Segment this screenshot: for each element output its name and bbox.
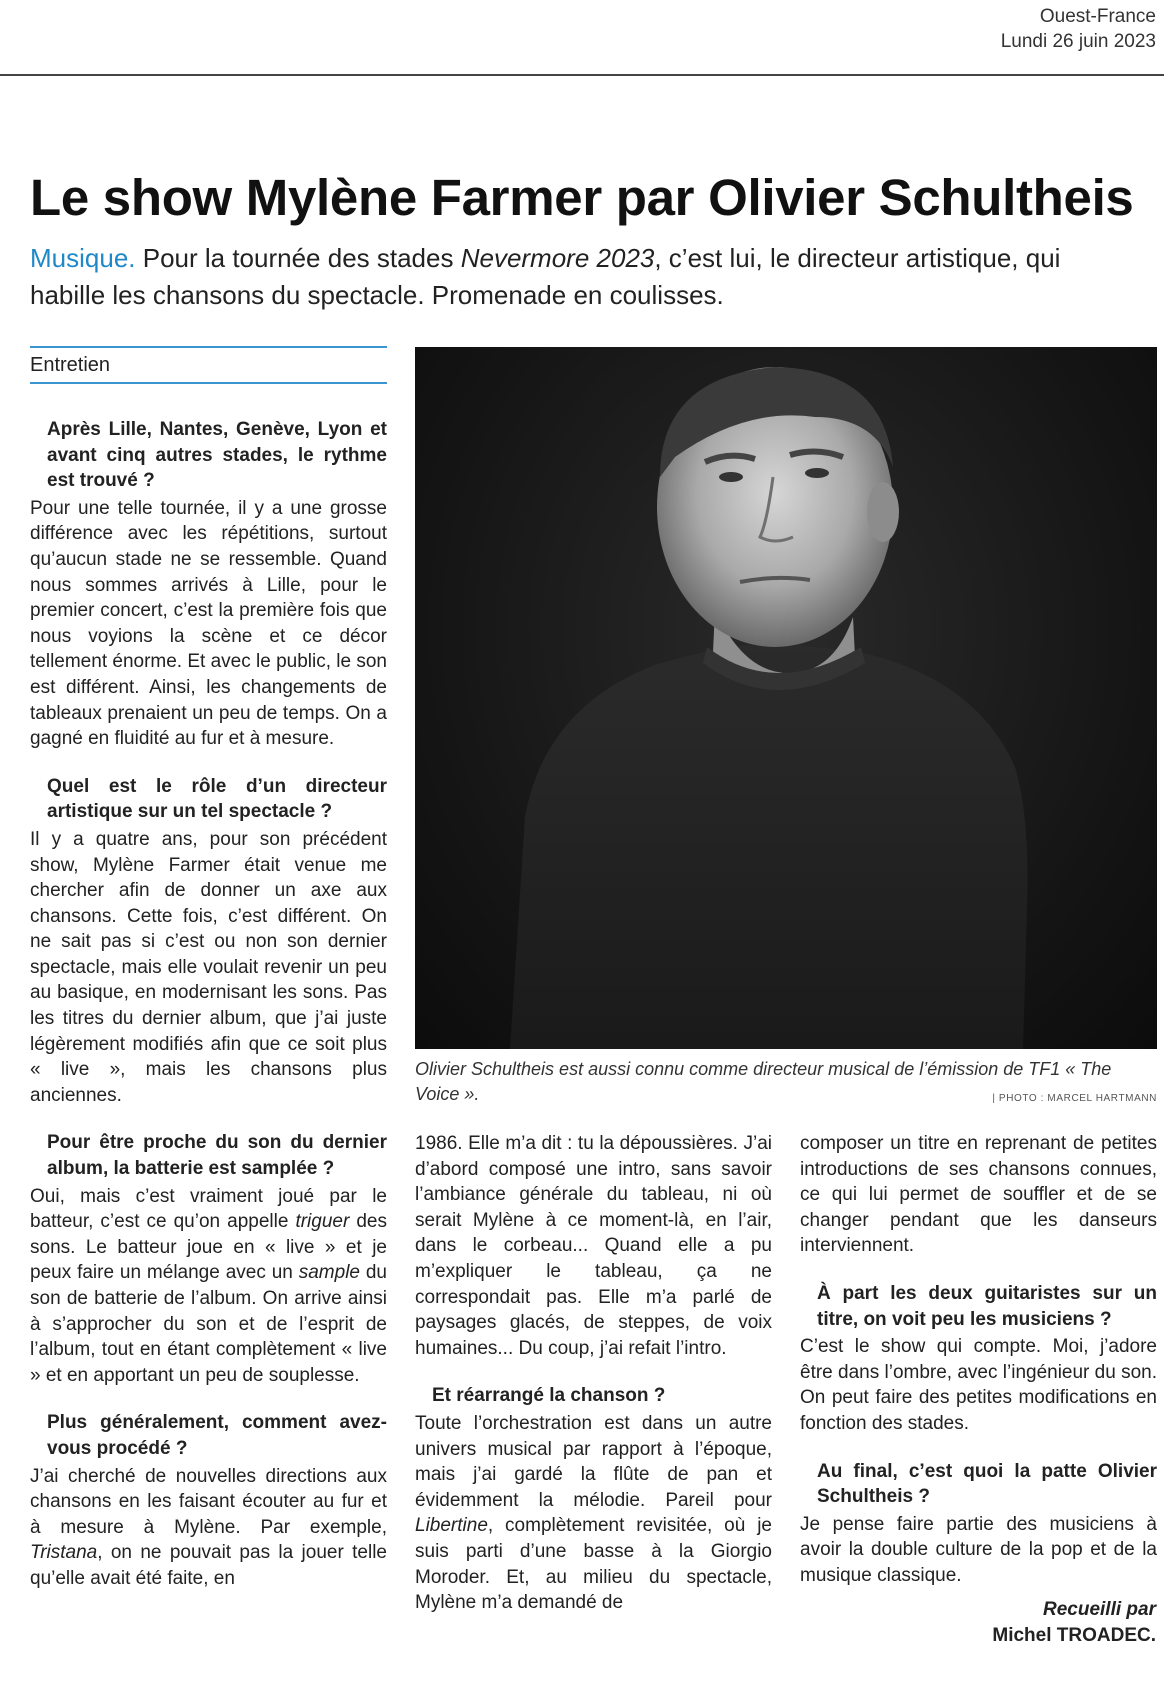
byline-author: Michel TROADEC. bbox=[992, 1625, 1156, 1646]
header-rule bbox=[0, 74, 1164, 76]
article-standfirst: Musique. Pour la tournée des stades Nevermore 2023, c’est lui, le directeur artistique, qui habille les chansons du spectacle. Promenade en coulisses. bbox=[30, 243, 1061, 310]
question: Et réarrangé la chanson ? bbox=[432, 1385, 666, 1407]
issue-date: Lundi 26 juin 2023 bbox=[1000, 31, 1156, 52]
answer: Pour une telle tournée, il y a une grosse différence avec les répétitions, surtout qu’aucun stade ne se ressemble. Quand nous sommes arrivés à Lille, pour le premier concert, c’est la première fois que nous voyions la scène et ce décor tellement énorme. Et avec le public, le son est différent. Ainsi, les changements de tableaux prenaient un peu de temps. On a gagné en fluidité au fur et à mesure. bbox=[30, 497, 387, 750]
rubric-label: Entretien bbox=[30, 354, 111, 376]
answer: Oui, mais c’est vraiment joué par le batteur, c’est ce qu’on appelle triguer des sons. Le batteur joue en « live » et je peux faire un mélange avec un sample du son de batterie de l’album. On arrive ainsi à s’approcher du son et de l’esprit de l’album, tout en étant complètement « live » et en apportant un peu de souplesse. bbox=[30, 1185, 387, 1386]
answer: Toute l’orchestration est dans un autre univers musical par rapport à l’époque, mais j’ai gardé la flûte de pan et évidemment la mélodie. Pareil pour Libertine, complètement revisitée, où je suis parti d’une basse à la Giorgio Moroder. Et, au milieu du spectacle, Mylène m’a demandé de bbox=[415, 1412, 772, 1614]
rubric-rule-top bbox=[30, 346, 387, 348]
question: Au final, c’est quoi la patte Olivier Schultheis ? bbox=[817, 1460, 1157, 1508]
masthead bbox=[1001, 4, 1156, 54]
portrait-illustration bbox=[415, 347, 1157, 1049]
question: Après Lille, Nantes, Genève, Lyon et avant cinq autres stades, le rythme est trouvé ? bbox=[47, 419, 387, 492]
answer: C’est le show qui compte. Moi, j’adore être dans l’ombre, avec l’ingénieur du son. On peut faire des petites modifications en fonction des stades. bbox=[800, 1336, 1157, 1434]
tour-name: Nevermore 2023 bbox=[460, 243, 655, 273]
byline-label: Recueilli par bbox=[1043, 1599, 1156, 1620]
section-kicker: Musique. bbox=[30, 243, 136, 273]
question: Quel est le rôle d’un directeur artistique sur un tel spectacle ? bbox=[47, 775, 387, 823]
newspaper-name: Ouest-France bbox=[1039, 6, 1156, 27]
text-column-2 bbox=[415, 1131, 772, 1616]
photo-caption: Olivier Schultheis est aussi connu comme directeur musical de l’émission de TF1 « The Voice ». bbox=[415, 1059, 1112, 1104]
portrait-photo bbox=[415, 347, 1157, 1049]
answer: J’ai cherché de nouvelles directions aux chansons en les faisant écouter au fur et à mesure à Mylène. Par exemple, Tristana, on ne pouvait pas la jouer telle qu’elle avait été faite, en bbox=[30, 1465, 387, 1589]
text-column-1 bbox=[30, 417, 387, 1592]
byline bbox=[992, 1597, 1156, 1649]
answer: Il y a quatre ans, pour son précédent show, Mylène Farmer était venue me chercher afin de donner un axe aux chansons. Cette fois, c’est différent. On ne sait pas si c’est ou non son dernier spectacle, mais elle voulait revenir un peu au basique, en modernisant les sons. Pas les titres du dernier album, que j’ai juste légèrement modifiés afin que ce soit plus « live », mais les chansons plus anciennes. bbox=[30, 828, 387, 1106]
question: Pour être proche du son du dernier album, la batterie est samplée ? bbox=[47, 1132, 387, 1180]
answer-continued: 1986. Elle m’a dit : tu la dépoussières. J’ai d’abord composé une intro, sans savoir l’ambiance générale du tableau, ni où serait Mylène à ce moment-là, en l’air, dans le corbeau... Quand elle a pu m’expliquer le tableau, ça ne correspondait pas. Elle m’a parlé de paysages glacés, de steppes, de voix humaines... Du coup, j’ai refait l’intro. bbox=[415, 1133, 772, 1359]
question: Plus généralement, comment avez-vous procédé ? bbox=[47, 1412, 387, 1459]
answer-continued: composer un titre en reprenant de petites introductions de ses chansons connues, ce qui lui permet de souffler et de se changer pendant que les danseurs interviennent. bbox=[800, 1133, 1157, 1257]
answer: Je pense faire partie des musiciens à avoir la double culture de la pop et de la musique classique. bbox=[800, 1513, 1157, 1586]
article-title: Le show Mylène Farmer par Olivier Schultheis bbox=[30, 169, 1134, 226]
text-column-3 bbox=[800, 1131, 1157, 1589]
rubric-rule-bottom bbox=[30, 382, 387, 384]
photo-credit: | PHOTO : MARCEL HARTMANN bbox=[992, 1093, 1157, 1104]
question: À part les deux guitaristes sur un titre, on voit peu les musiciens ? bbox=[817, 1282, 1157, 1330]
